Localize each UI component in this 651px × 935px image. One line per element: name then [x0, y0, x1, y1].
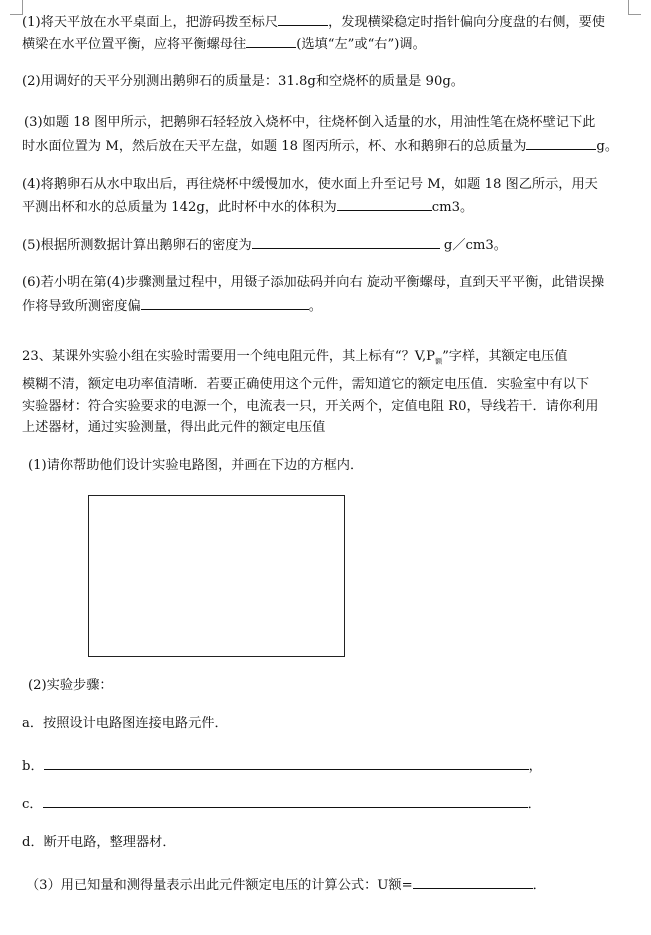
text: (1)将天平放在水平桌面上，把游码拨至标尺: [22, 15, 279, 30]
q23-line2: 模糊不清，额定电功率值清晰．若要正确使用这个元件，需知道它的额定电压值．实验室中有以下: [22, 377, 590, 392]
text: 作将导致所测密度偏: [22, 299, 141, 314]
margin-corner-right: [628, 0, 641, 15]
text: g／cm3。: [439, 238, 507, 253]
q1-line2: [22, 34, 426, 54]
step-d: d．断开电路，整理器材．: [22, 835, 176, 850]
q23-line4: 上述器材，通过实验测量，得出此元件的额定电压值: [22, 420, 326, 435]
answer-blank[interactable]: [141, 296, 309, 310]
q5-line: [22, 235, 507, 255]
step-c: [22, 794, 541, 814]
text: 时水面位置为 M，然后放在天平左盘，如题 18 图丙所示，杯、水和鹅卵石的总质量为: [22, 139, 527, 154]
part1-prompt: (1)请你帮助他们设计实验电路图，并画在下边的方框内．: [28, 458, 364, 473]
q2-line: (2)用调好的天平分别测出鹅卵石的质量是：31.8g和空烧杯的质量是 90g。: [22, 74, 464, 89]
answer-blank[interactable]: [278, 12, 328, 26]
text: g。: [596, 139, 619, 154]
q23-line1: [22, 348, 568, 371]
text: 。: [308, 299, 322, 314]
q1-line1: [22, 12, 605, 32]
text: cm3。: [431, 200, 474, 215]
q3-line1: (3)如题 18 图甲所示，把鹅卵石轻轻放入烧杯中，往烧杯倒入适量的水，用油性笔在烧杯壁记下此: [24, 115, 596, 130]
answer-blank[interactable]: [246, 34, 296, 48]
subscript: 额: [435, 357, 443, 366]
answer-blank[interactable]: [252, 235, 440, 249]
q23-line3: 实验器材：符合实验要求的电源一个，电流表一只，开关两个，定值电阻 R0，导线若干．请你利用: [22, 399, 599, 414]
text: (5)根据所测数据计算出鹅卵石的密度为: [22, 238, 252, 253]
step-b: [22, 756, 542, 776]
answer-blank[interactable]: [43, 794, 528, 808]
text: ，: [528, 759, 542, 774]
q3-line2: [22, 136, 618, 156]
text: 平测出杯和水的总质量为 142g，此时杯中水的体积为: [22, 200, 337, 215]
text: (选填“左”或“右”)调。: [296, 37, 426, 52]
q6-line1: (6)若小明在第(4)步骤测量过程中，用镊子添加砝码并向右 旋动平衡螺母，直到天平平衡，此错误操: [22, 275, 605, 290]
q4-line2: [22, 197, 473, 217]
text: ．: [532, 878, 546, 893]
text: ，发现横梁稳定时指针偏向分度盘的右侧，要使: [328, 15, 605, 30]
text: 23、某课外实验小组在实验时需要用一个纯电阻元件，其上标有“？V,P: [22, 349, 436, 364]
answer-blank[interactable]: [526, 136, 596, 150]
text: c．: [22, 797, 43, 812]
q4-line1: (4)将鹅卵石从水中取出后，再往烧杯中缓慢加水，使水面上升至记号 M，如题 18 图乙所示，用天: [22, 177, 598, 192]
answer-blank[interactable]: [413, 875, 533, 889]
answer-blank[interactable]: [337, 197, 432, 211]
answer-blank[interactable]: [44, 756, 529, 770]
text: ．: [527, 797, 541, 812]
q6-line2: [22, 296, 322, 316]
circuit-drawing-box[interactable]: [88, 495, 345, 657]
text: ”字样，其额定电压值: [442, 349, 568, 364]
text: b．: [22, 759, 44, 774]
text: 横梁在水平位置平衡，应将平衡螺母往: [22, 37, 247, 52]
text: （3）用已知量和测得量表示出此元件额定电压的计算公式：U额=: [26, 878, 413, 893]
step-a: a．按照设计电路图连接电路元件．: [22, 716, 228, 731]
part3-line: [26, 875, 546, 895]
part2-title: (2)实验步骤：: [28, 678, 113, 693]
